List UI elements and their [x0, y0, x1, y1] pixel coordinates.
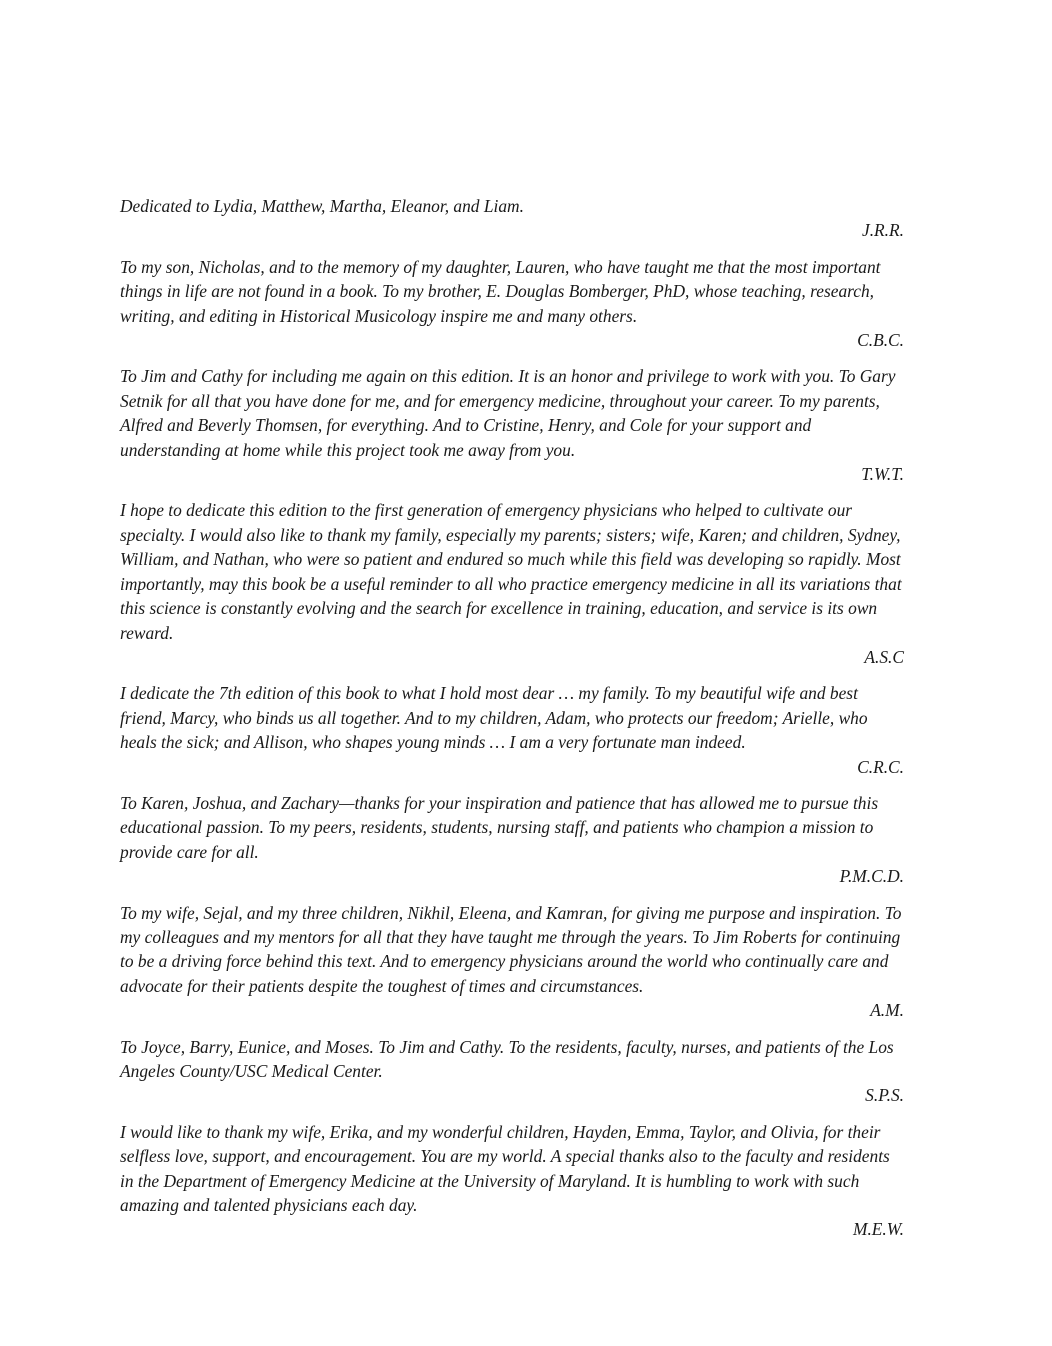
dedication-text: To my son, Nicholas, and to the memory of my daughter, Lauren, who have taught me that the most important things in life are not found in a book. To my brother, E. Douglas Bomberger, PhD, whose teaching, research, writing, and editing in Historical Musicology inspire me and many others.	[120, 256, 881, 326]
dedication-initials: C.B.C.	[857, 330, 904, 351]
dedication-block	[120, 194, 904, 243]
dedication-block	[120, 364, 904, 486]
dedication-text: To Karen, Joshua, and Zachary—thanks for your inspiration and patience that has allowed me to pursue this educational passion. To my peers, residents, students, nursing staff, and patients who champion a mission to provide care for all.	[120, 792, 879, 862]
dedication-initials: S.P.S.	[865, 1085, 904, 1106]
dedication-text: I dedicate the 7th edition of this book to what I hold most dear … my family. To my beautiful wife and best friend, Marcy, who binds us all together. And to my children, Adam, who protects our freedom; Arielle, who heals the sick; and Allison, who shapes young minds … I am a very fortunate man indeed.	[120, 683, 868, 753]
dedication-text: To Jim and Cathy for including me again on this edition. It is an honor and privilege to work with you. To Gary Setnik for all that you have done for me, and for emergency medicine, throughout your career. To my parents, Alfred and Beverly Thomsen, for everything. And to Cristine, Henry, and Cole for your support and understanding at home while this project took me away from you.	[120, 366, 896, 460]
dedication-block	[120, 901, 904, 1023]
dedication-text: To my wife, Sejal, and my three children, Nikhil, Eleena, and Kamran, for giving me purpose and inspiration. To my colleagues and my mentors for all that they have taught me through the years. To Jim Roberts for continuing to be a driving force behind this text. And to emergency physicians around the world who continually care and advocate for their patients despite the toughest of times and circumstances.	[120, 902, 902, 996]
dedication-page	[120, 194, 904, 1242]
dedication-text: I hope to dedicate this edition to the first generation of emergency physicians who helped to cultivate our specialty. I would also like to thank my family, especially my parents; sisters; wife, Karen; and children, Sydney, William, and Nathan, who were so patient and endured so much while this field was developing so rapidly. Most importantly, may this book be a useful reminder to all who practice emergency medicine in all its variations that this science is constantly evolving and the search for excellence in training, education, and service is its own reward.	[120, 500, 902, 643]
dedication-initials: A.S.C	[864, 646, 904, 667]
dedication-block	[120, 1120, 904, 1242]
dedication-initials: T.W.T.	[861, 464, 904, 485]
dedication-block	[120, 255, 904, 353]
dedication-block	[120, 1035, 904, 1108]
dedication-initials: J.R.R.	[861, 220, 904, 241]
dedication-block	[120, 791, 904, 889]
dedication-text: I would like to thank my wife, Erika, and my wonderful children, Hayden, Emma, Taylor, and Olivia, for their selfless love, support, and encouragement. You are my world. A special thanks also to the faculty and residents in the Department of Emergency Medicine at the University of Maryland. It is humbling to work with such amazing and talented physicians each day.	[120, 1121, 890, 1216]
dedication-text: To Joyce, Barry, Eunice, and Moses. To Jim and Cathy. To the residents, faculty, nurses, and patients of the Los Angeles County/USC Medical Center.	[120, 1036, 894, 1081]
dedication-initials: C.R.C.	[857, 756, 904, 777]
dedication-block	[120, 681, 904, 779]
dedication-text: Dedicated to Lydia, Matthew, Martha, Eleanor, and Liam.	[120, 196, 524, 216]
dedication-initials: M.E.W.	[852, 1219, 904, 1240]
dedication-initials: P.M.C.D.	[839, 866, 904, 887]
dedication-initials: A.M.	[870, 1000, 904, 1021]
dedication-block	[120, 498, 904, 669]
